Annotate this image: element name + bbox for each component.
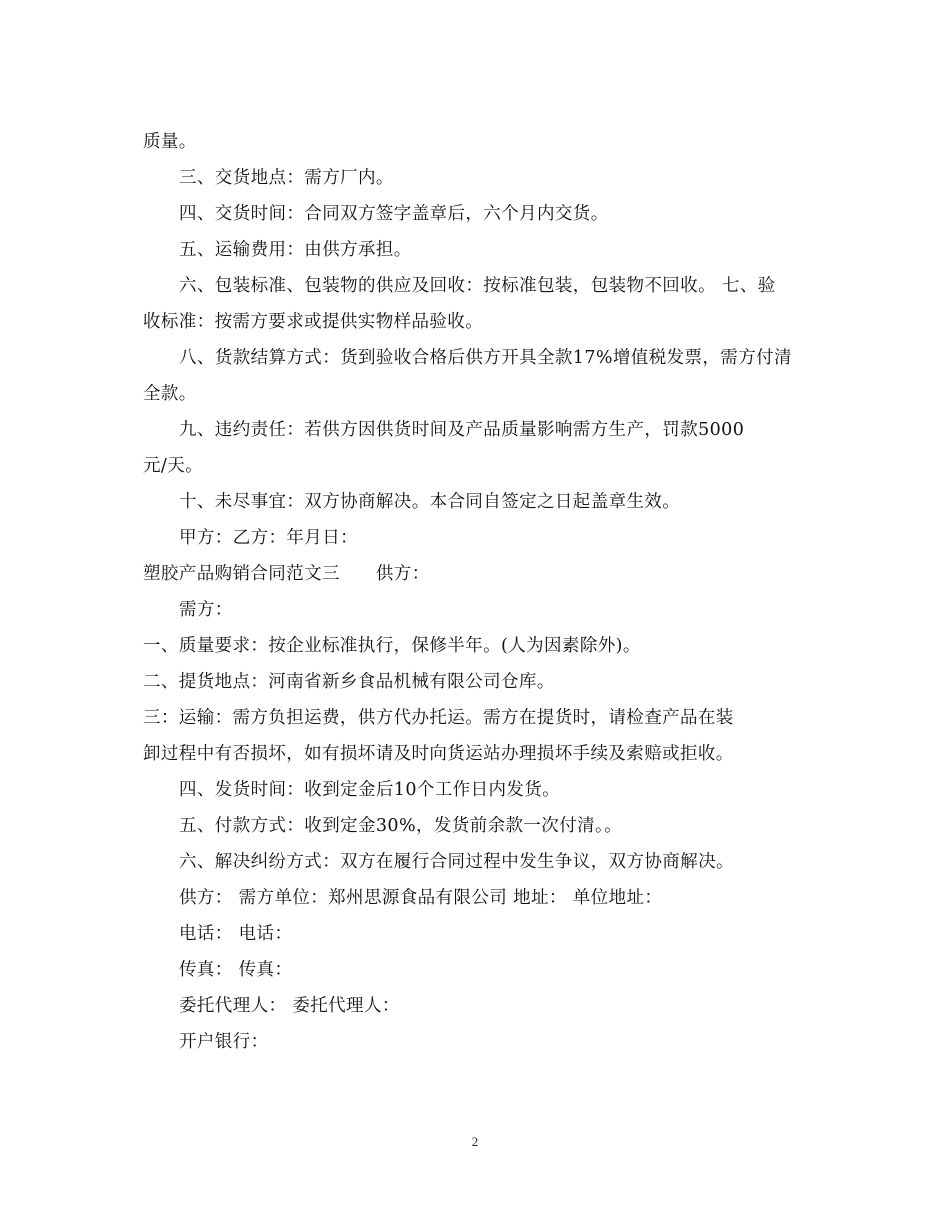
party-info-bank: 开户银行： [179, 1032, 269, 1052]
party-info-agent: 委托代理人： 委托代理人： [179, 996, 400, 1016]
clause-quality-requirement: 一、质量要求：按企业标准执行，保修半年。(人为因素除外)。 [143, 636, 641, 656]
clause-packaging: 六、包装标准、包装物的供应及回收：按标准包装，包装物不回收。 七、验 [179, 276, 776, 296]
clause-delivery-location: 三、交货地点：需方厂内。 [179, 168, 394, 188]
clause-shipping-time: 四、发货时间：收到定金后10个工作日内发货。 [179, 780, 561, 800]
party-info-unit-address: 供方： 需方单位：郑州思源食品有限公司 地址： 单位地址： [179, 888, 663, 908]
clause-payment-settlement-cont: 全款。 [143, 384, 197, 404]
party-info-fax: 传真： 传真： [179, 960, 293, 980]
clause-other-matters: 十、未尽事宜：双方协商解决。本合同自签定之日起盖章生效。 [179, 492, 681, 512]
clause-acceptance-standard: 收标准：按需方要求或提供实物样品验收。 [143, 312, 484, 332]
clause-dispute-resolution: 六、解决纠纷方式：双方在履行合同过程中发生争议，双方协商解决。 [179, 852, 734, 872]
contract-section-title: 塑胶产品购销合同范文三 [143, 564, 340, 584]
paragraph-line-quality-end: 质量。 [143, 132, 197, 152]
clause-transport-cont: 卸过程中有否损坏，如有损坏请及时向货运站办理损坏手续及索赔或拒收。 [143, 744, 734, 764]
clause-payment-method: 五、付款方式：收到定金30%，发货前余款一次付清。。 [179, 816, 623, 836]
clause-transport-cost: 五、运输费用：由供方承担。 [179, 240, 412, 260]
clause-pickup-location: 二、提货地点：河南省新乡食品机械有限公司仓库。 [143, 672, 555, 692]
supplier-label: 供方： [375, 564, 430, 584]
clause-payment-settlement: 八、货款结算方式：货到验收合格后供方开具全款17%增值税发票，需方付清 [179, 348, 792, 368]
party-info-phone: 电话： 电话： [179, 924, 293, 944]
signature-line-parties: 甲方：乙方：年月日： [179, 528, 358, 548]
clause-transport: 三：运输：需方负担运费，供方代办托运。需方在提货时，请检查产品在装 [143, 708, 734, 728]
page-number: 2 [471, 1134, 479, 1149]
document-body [143, 124, 815, 1060]
contract-heading-line [143, 556, 815, 592]
clause-breach-liability-cont: 元/天。 [143, 456, 203, 476]
clause-delivery-time: 四、交货时间：合同双方签字盖章后，六个月内交货。 [179, 204, 609, 224]
clause-breach-liability: 九、违约责任：若供方因供货时间及产品质量影响需方生产，罚款5000 [179, 420, 745, 440]
buyer-label: 需方： [179, 600, 233, 620]
